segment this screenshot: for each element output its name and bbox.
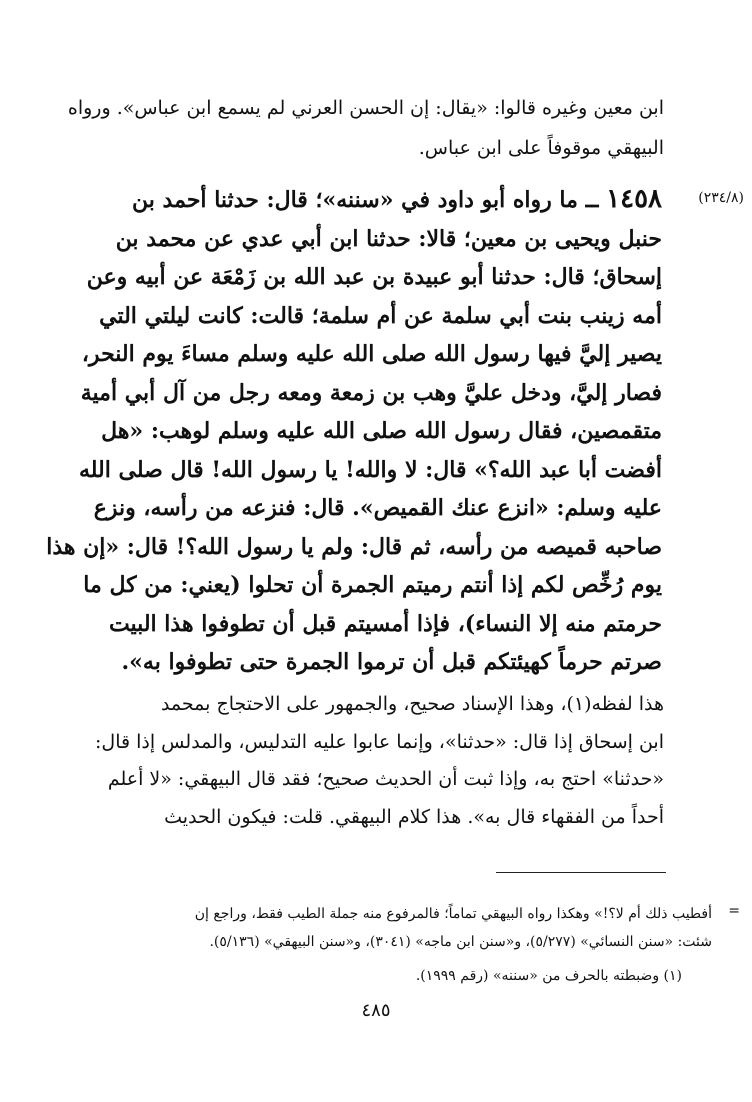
hadith-line: يوم رُخِّص لكم إذا أنتم رميتم الجمرة أن تحلوا (يعني: من كل ما [83,572,662,598]
hadith-line: أمه زينب بنت أبي سلمة عن أم سلمة؛ قالت: كانت ليلتي التي [99,302,662,329]
footnote-line: شئت: «سنن النسائي» (٥/٢٧٧)، و«سنن ابن ماجه» (٣٠٤١)، و«سنن البيهقي» (٥/١٣٦). [209,934,712,950]
hadith-line: فصار إليَّ، ودخل عليَّ وهب بن زمعة ومعه رجل من آل أبي أمية [80,379,662,406]
footnote-line: أفطيب ذلك أم لا؟!» وهكذا رواه البيهقي تماماً؛ فالمرفوع منه جملة الطيب فقط، وراجع إن [194,906,712,922]
hadith-line: متقمصين، فقال رسول الله صلى الله عليه وسلم لوهب: «هل [101,418,662,444]
hadith-paragraph [46,180,662,682]
commentary-paragraph [95,686,664,836]
hadith-line-text: ــ ما رواه أبو داود في «سننه»؛ قال: حدثنا أحمد بن [132,187,599,213]
hadith-line: حرمتم منه إلا النساء)، فإذا أمسيتم قبل أن تطوفوا هذا البيت [108,610,662,637]
commentary-line: أحداً من الفقهاء قال به». هذا كلام البيهقي. قلت: فيكون الحديث [164,805,664,828]
hadith-line: حنبل ويحيى بن معين؛ قالا: حدثنا ابن أبي عدي عن محمد بن [115,225,662,252]
intro-line: ابن معين وغيره قالوا: «يقال: إن الحسن العرني لم يسمع ابن عباس». ورواه [67,97,664,119]
intro-paragraph [67,88,664,168]
hadith-line: صرتم حرماً كهيئتكم قبل أن ترموا الجمرة حتى تطوفوا به». [121,649,662,675]
footnote-separator [496,872,666,873]
commentary-line: ابن إسحاق إذا قال: «حدثنا»، وإنما عابوا عليه التدليس، والمدلس إذا قال: [95,730,664,753]
hadith-number: ١٤٥٨ [606,184,662,214]
footnote-line: (١) وضبطته بالحرف من «سننه» (رقم ١٩٩٩). [415,968,682,984]
hadith-line: يصير إليَّ فيها رسول الله صلى الله عليه وسلم مساءَ يوم النحر، [81,341,662,367]
hadith-line: أفضت أبا عبد الله؟» قال: لا والله! يا رسول الله! قال صلى الله [78,456,662,483]
intro-line: البيهقي موقوفاً على ابن عباس. [418,137,664,159]
footnote-continuation-mark: = [728,903,740,919]
hadith-line: عليه وسلم: «انزع عنك القميص». قال: فنزعه من رأسه، ونزع [93,495,662,521]
commentary-line: هذا لفظه(١)، وهذا الإسناد صحيح، والجمهور على الاحتجاج بمحمد [160,693,664,715]
commentary-line: «حدثنا» احتج به، وإذا ثبت أن الحديث صحيح؛ فقد قال البيهقي: «لا أعلم [107,768,664,790]
hadith-line [98,180,662,220]
hadith-line: إسحاق؛ قال: حدثنا أبو عبيدة بن عبد الله بن زَمْعَة عن أبيه وعن [86,264,662,290]
margin-reference: (٢٣٤/٨) [698,190,744,206]
hadith-line: صاحبه قميصه من رأسه، ثم قال: ولم يا رسول الله؟! قال: «إن هذا [46,533,662,560]
page-number: ٤٨٥ [361,1000,391,1021]
